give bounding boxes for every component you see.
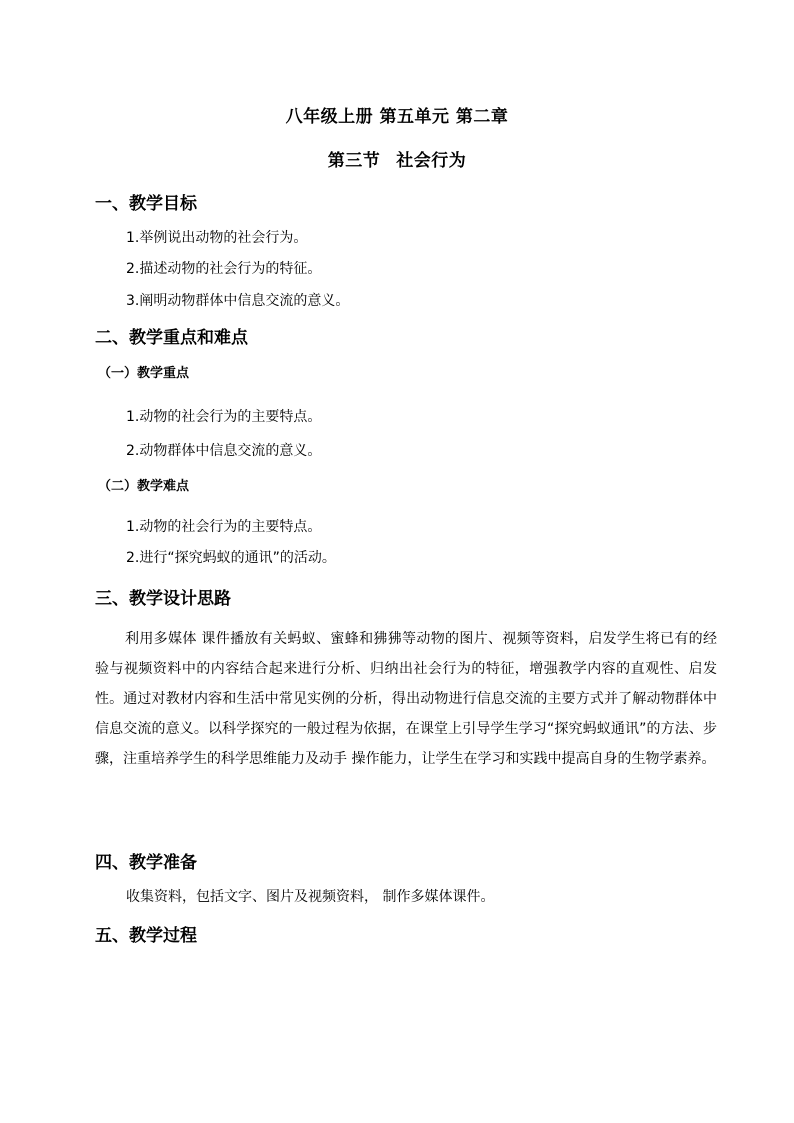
heading-key-points: 二、教学重点和难点 [95, 328, 248, 348]
heading-preparation: 四、教学准备 [95, 853, 197, 873]
heading-design-ideas: 三、教学设计思路 [95, 589, 231, 609]
heading-teaching-objectives: 一、教学目标 [95, 194, 197, 214]
objective-item: 2.描述动物的社会行为的特征。 [126, 261, 322, 277]
heading-teaching-process: 五、教学过程 [95, 926, 197, 946]
section-title [0, 146, 794, 171]
subheading-key-points: （一）教学重点 [98, 366, 190, 381]
objective-item: 1.举例说出动物的社会行为。 [126, 230, 308, 246]
document-title: 八年级上册 第五单元 第二章 [285, 107, 509, 127]
section-number: 第三节 [327, 151, 381, 171]
key-point-item: 2.动物群体中信息交流的意义。 [126, 443, 322, 459]
difficulty-item: 2.进行“探究蚂蚁的通讯”的活动。 [126, 550, 336, 566]
preparation-text: 收集资料，包括文字、图片及视频资料， 制作多媒体课件。 [126, 889, 495, 905]
difficulty-item: 1.动物的社会行为的主要特点。 [126, 519, 322, 535]
subheading-difficulties: （二）教学难点 [98, 479, 190, 494]
section-name: 社会行为 [396, 151, 467, 171]
design-paragraph: 利用多媒体 课件播放有关蚂蚁、蜜蜂和狒狒等动物的图片、视频等资料，启发学生将已有的经验与视频资料中的内容结合起来进行分析、归纳出社会行为的特征，增强教学内容的直观性、启发性。通过对教材内容和生活中常见实例的分析，得出动物进行信息交流的主要方式并了解动物群体中信息交流的意义。以科学探究的一般过程为依据，在课堂上引导学生学习“探究蚂蚁通讯”的方法、步骤，注重培养学生的科学思维能力及动手 操作能力，让学生在学习和实践中提高自身的生物学素养。 [95, 631, 717, 767]
objective-item: 3.阐明动物群体中信息交流的意义。 [126, 293, 350, 309]
key-point-item: 1.动物的社会行为的主要特点。 [126, 409, 322, 425]
